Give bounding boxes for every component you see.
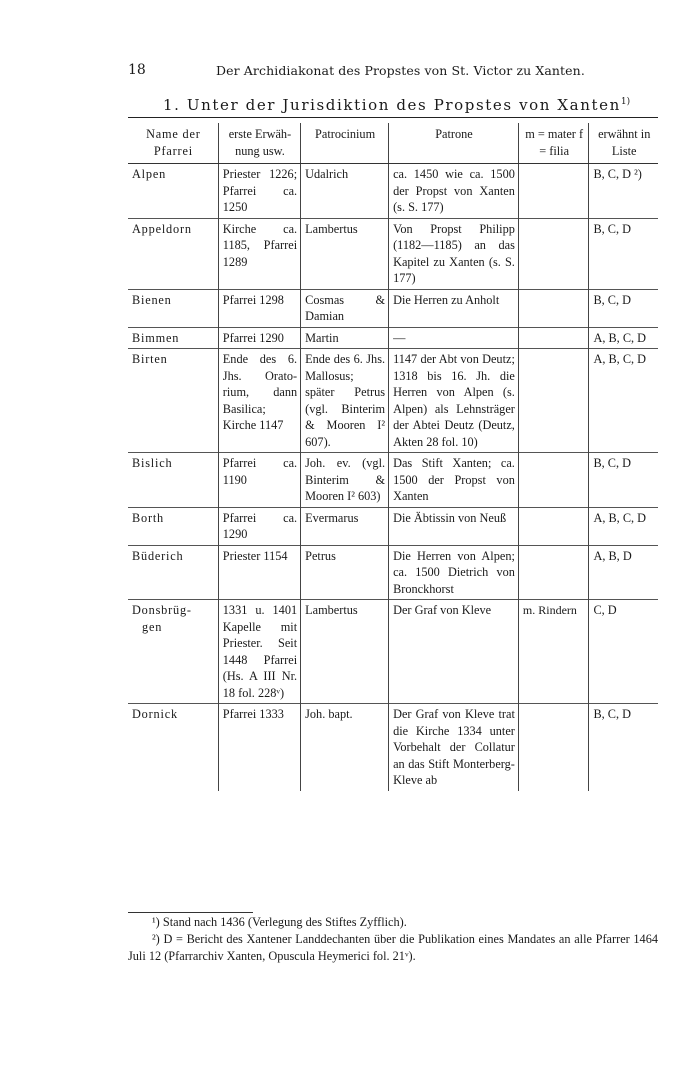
cell-list: A, B, C, D [589, 507, 658, 545]
table-row [128, 289, 658, 327]
table-row [128, 600, 658, 704]
cell-patrocinium: Udalrich [301, 164, 389, 219]
cell-parish-name [128, 289, 218, 327]
cell-list: B, C, D [589, 704, 658, 791]
footnote-1: ¹) Stand nach 1436 (Verlegung des Stiftes Zyfflich). [152, 915, 407, 929]
cell-patrone: Die Äbtissin von Neuß [389, 507, 519, 545]
cell-first-mention: Pfarrei ca. 1290 [218, 507, 300, 545]
cell-first-mention: Pfarrei 1290 [218, 327, 300, 349]
parish-name-text: Appeldorn [132, 221, 192, 236]
cell-patrone: Der Graf von Kleve [389, 600, 519, 704]
column-header-list: erwähnt in Liste [589, 123, 658, 164]
cell-mater-filia [518, 218, 589, 289]
cell-list: B, C, D [589, 289, 658, 327]
cell-mater-filia: m. Rindern [518, 600, 589, 704]
parish-name-text: Bislich [132, 456, 173, 470]
parish-name-text: Büderich [132, 548, 184, 563]
cell-patrone: Die Herren zu Anholt [389, 289, 519, 327]
cell-patrone: Die Herren von Alpen; ca. 1500 Dietrich von Bronckhorst [389, 545, 519, 600]
cell-first-mention: Kirche ca. 1185, Pfarrei 1289 [218, 218, 300, 289]
parish-name-text: Alpen [132, 167, 167, 181]
cell-parish-name [128, 704, 218, 791]
column-header-patrocinium: Patrocinium [301, 123, 389, 164]
cell-parish-name [128, 600, 218, 704]
parish-name-text: Bienen [132, 292, 172, 307]
cell-patrone: Das Stift Xanten; ca. 1500 der Propst von Xanten [389, 453, 519, 508]
cell-parish-name [128, 545, 218, 600]
section-heading-text: 1. Unter der Jurisdiktion des Propstes von Xanten [163, 96, 621, 114]
parish-name-text: gen [142, 619, 163, 634]
footnote-rule [128, 912, 253, 913]
cell-patrone: — [389, 327, 519, 349]
cell-parish-name [128, 453, 218, 508]
cell-patrone: 1147 der Abt von Deutz; 1318 bis 16. Jh. die Herren von Alpen (s. Alpen) als Lehnsträger der Abtei Deutz (Deutz, Akten 28 fol. 10) [389, 349, 519, 453]
table-row [128, 545, 658, 600]
cell-list: B, C, D ²) [589, 164, 658, 219]
parish-table [128, 123, 658, 791]
section-heading [163, 96, 630, 114]
table-row [128, 164, 658, 219]
cell-list: A, B, C, D [589, 349, 658, 453]
cell-list: B, C, D [589, 453, 658, 508]
column-header-first-mention: erste Erwähnung usw. [218, 123, 300, 164]
cell-mater-filia [518, 453, 589, 508]
cell-mater-filia [518, 349, 589, 453]
cell-patrocinium: Ende des 6. Jhs. Mallosus; später Petrus (vgl. Binterim & Mooren I² 607). [301, 349, 389, 453]
table-row [128, 704, 658, 791]
cell-patrocinium: Evermarus [301, 507, 389, 545]
cell-first-mention: Priester 1154 [218, 545, 300, 600]
cell-parish-name [128, 507, 218, 545]
cell-first-mention: Priester 1226; Pfarrei ca. 1250 [218, 164, 300, 219]
cell-first-mention: Pfarrei 1333 [218, 704, 300, 791]
cell-mater-filia [518, 507, 589, 545]
cell-patrocinium: Cosmas & Damian [301, 289, 389, 327]
column-header-mater-filia: m = mater f = filia [518, 123, 589, 164]
table-row [128, 327, 658, 349]
running-head [128, 62, 658, 80]
cell-patrocinium: Joh. bapt. [301, 704, 389, 791]
cell-mater-filia [518, 704, 589, 791]
cell-mater-filia [518, 289, 589, 327]
table-row [128, 349, 658, 453]
parish-name-text: Birten [132, 352, 168, 366]
cell-patrone: Der Graf von Kleve trat die Kirche 1334 unter Vorbehalt der Collatur an das Stift Monterberg-Kleve ab [389, 704, 519, 791]
table-row [128, 218, 658, 289]
table-row [128, 453, 658, 508]
cell-mater-filia [518, 327, 589, 349]
cell-list: C, D [589, 600, 658, 704]
cell-mater-filia [518, 545, 589, 600]
cell-first-mention: Pfarrei ca. 1190 [218, 453, 300, 508]
column-header-name: Name der Pfarrei [128, 123, 218, 164]
page-number: 18 [128, 62, 146, 78]
cell-parish-name [128, 327, 218, 349]
table-body [128, 164, 658, 791]
parish-name-text: Bimmen [132, 330, 180, 345]
column-header-patrone: Patrone [389, 123, 519, 164]
section-heading-footnote-mark: 1) [620, 97, 631, 107]
cell-patrone: Von Propst Philipp (1182—1185) an das Kapitel zu Xanten (s. S. 177) [389, 218, 519, 289]
cell-first-mention: 1331 u. 1401 Kapelle mit Priester. Seit 1448 Pfarrei (Hs. A III Nr. 18 fol. 228ᵛ) [218, 600, 300, 704]
cell-parish-name [128, 349, 218, 453]
cell-parish-name [128, 164, 218, 219]
cell-list: A, B, C, D [589, 327, 658, 349]
cell-list: B, C, D [589, 218, 658, 289]
footnote-2: ²) D = Bericht des Xantener Landdechanten über die Publikation eines Mandates an alle Pfarrer 1464 Juli 12 (Pfarrarchiv Xanten, Opuscula Heymerici fol. 21ᵛ). [128, 932, 658, 963]
running-title: Der Archidiakonat des Propstes von St. Victor zu Xanten. [216, 63, 585, 78]
cell-list: A, B, D [589, 545, 658, 600]
parish-name-text: Dornick [132, 707, 178, 721]
cell-patrocinium: Martin [301, 327, 389, 349]
cell-mater-filia [518, 164, 589, 219]
table-top-rule [128, 117, 658, 118]
cell-patrocinium: Joh. ev. (vgl. Binterim & Mooren I² 603) [301, 453, 389, 508]
table-row [128, 507, 658, 545]
cell-parish-name [128, 218, 218, 289]
cell-patrone: ca. 1450 wie ca. 1500 der Propst von Xanten (s. S. 177) [389, 164, 519, 219]
cell-first-mention: Pfarrei 1298 [218, 289, 300, 327]
parish-name-text: Donsbrüg- [132, 603, 192, 617]
parish-name-text: Borth [132, 510, 165, 525]
cell-first-mention: Ende des 6. Jhs. Oratorium, dann Basilica; Kirche 1147 [218, 349, 300, 453]
cell-patrocinium: Lambertus [301, 600, 389, 704]
table-header-row [128, 123, 658, 164]
footnotes [128, 914, 658, 965]
cell-patrocinium: Petrus [301, 545, 389, 600]
cell-patrocinium: Lambertus [301, 218, 389, 289]
